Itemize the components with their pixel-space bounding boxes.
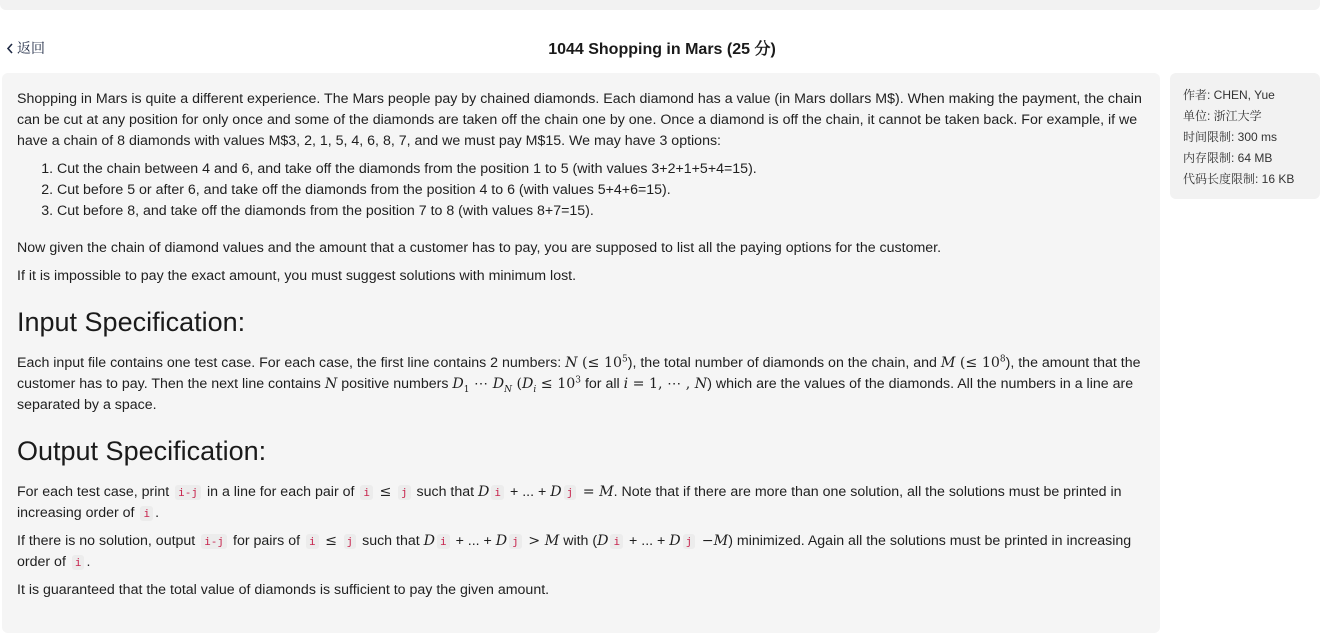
paragraph-options: Now given the chain of diamond values and the amount that a customer has to pay, you are supposed to list all the paying options for the customer. bbox=[17, 240, 942, 256]
options-list bbox=[17, 159, 1147, 222]
list-item: 2. Cut before 5 or after 6, and take off the diamonds from the position 4 to 6 (with values 5+4+6=15). bbox=[57, 180, 1147, 201]
paragraph-min-lost: If it is impossible to pay the exact amount, you must suggest solutions with minimum lost. bbox=[17, 268, 577, 284]
code-limit-info: 代码长度限制: 16 KB bbox=[1183, 172, 1295, 186]
top-bar bbox=[0, 0, 1320, 10]
output-spec-3: It is guaranteed that the total value of diamonds is sufficient to pay the given amount. bbox=[17, 582, 550, 598]
output-spec-1: For each test case, print i-j in a line for each pair of i ≤ j such that D i + ... + D j = M. Note that if there are more than one solution, all the solutions must be printed in increasing order of i . bbox=[17, 484, 1122, 521]
back-label: 返回 bbox=[17, 40, 45, 56]
input-heading: Input Specification: bbox=[17, 307, 246, 337]
list-item: 1. Cut the chain between 4 and 6, and take off the diamonds from the position 1 to 5 (with values 3+2+1+5+4=15). bbox=[57, 159, 1147, 180]
page-title: 1044 Shopping in Mars (25 分) bbox=[548, 41, 776, 58]
output-heading: Output Specification: bbox=[17, 436, 267, 466]
unit-info: 单位: 浙江大学 bbox=[1183, 109, 1262, 123]
input-spec: Each input file contains one test case. For each case, the first line contains 2 numbers: N (≤ $10^5$), the total number of diamonds on the chain, and M (≤ $10^8$), the amount that the customer has to pay. Then the next line contains N positive numbers $D_1$ ⋯ $D_N$ ($D_i \le 10^3$ for all i = 1, ⋯ , N) which are the values of the diamonds. All the numbers in a line are separated by a space. bbox=[17, 354, 1141, 413]
description: Shopping in Mars is quite a different experience. The Mars people pay by chained diamonds. Each diamond has a value (in Mars dollars M$). When making the payment, the chain can be cut at any position for only once and some of the diamonds are taken off the chain one by one. Once a diamond is off the chain, it cannot be taken back. For example, if we have a chain of 8 diamonds with values M$3, 2, 1, 5, 4, 6, 8, 7, and we must pay M$15. We may have 3 options: bbox=[17, 91, 1142, 149]
memory-limit-info: 内存限制: 64 MB bbox=[1183, 151, 1273, 165]
list-item: 3. Cut before 8, and take off the diamonds from the position 7 to 8 (with values 8+7=15). bbox=[57, 201, 1147, 222]
time-limit-info: 时间限制: 300 ms bbox=[1183, 130, 1278, 144]
page-header bbox=[0, 30, 1324, 64]
problem-content bbox=[17, 89, 1147, 608]
author-info: 作者: CHEN, Yue bbox=[1183, 88, 1275, 102]
problem-panel bbox=[2, 73, 1160, 633]
problem-info-panel bbox=[1170, 73, 1320, 199]
output-spec-2: If there is no solution, output i-j for pairs of i ≤ j such that D i + ... + D j > M with (D i + ... + D j −M) minimized. Again all the solutions must be printed in increasing order of i . bbox=[17, 533, 1132, 570]
